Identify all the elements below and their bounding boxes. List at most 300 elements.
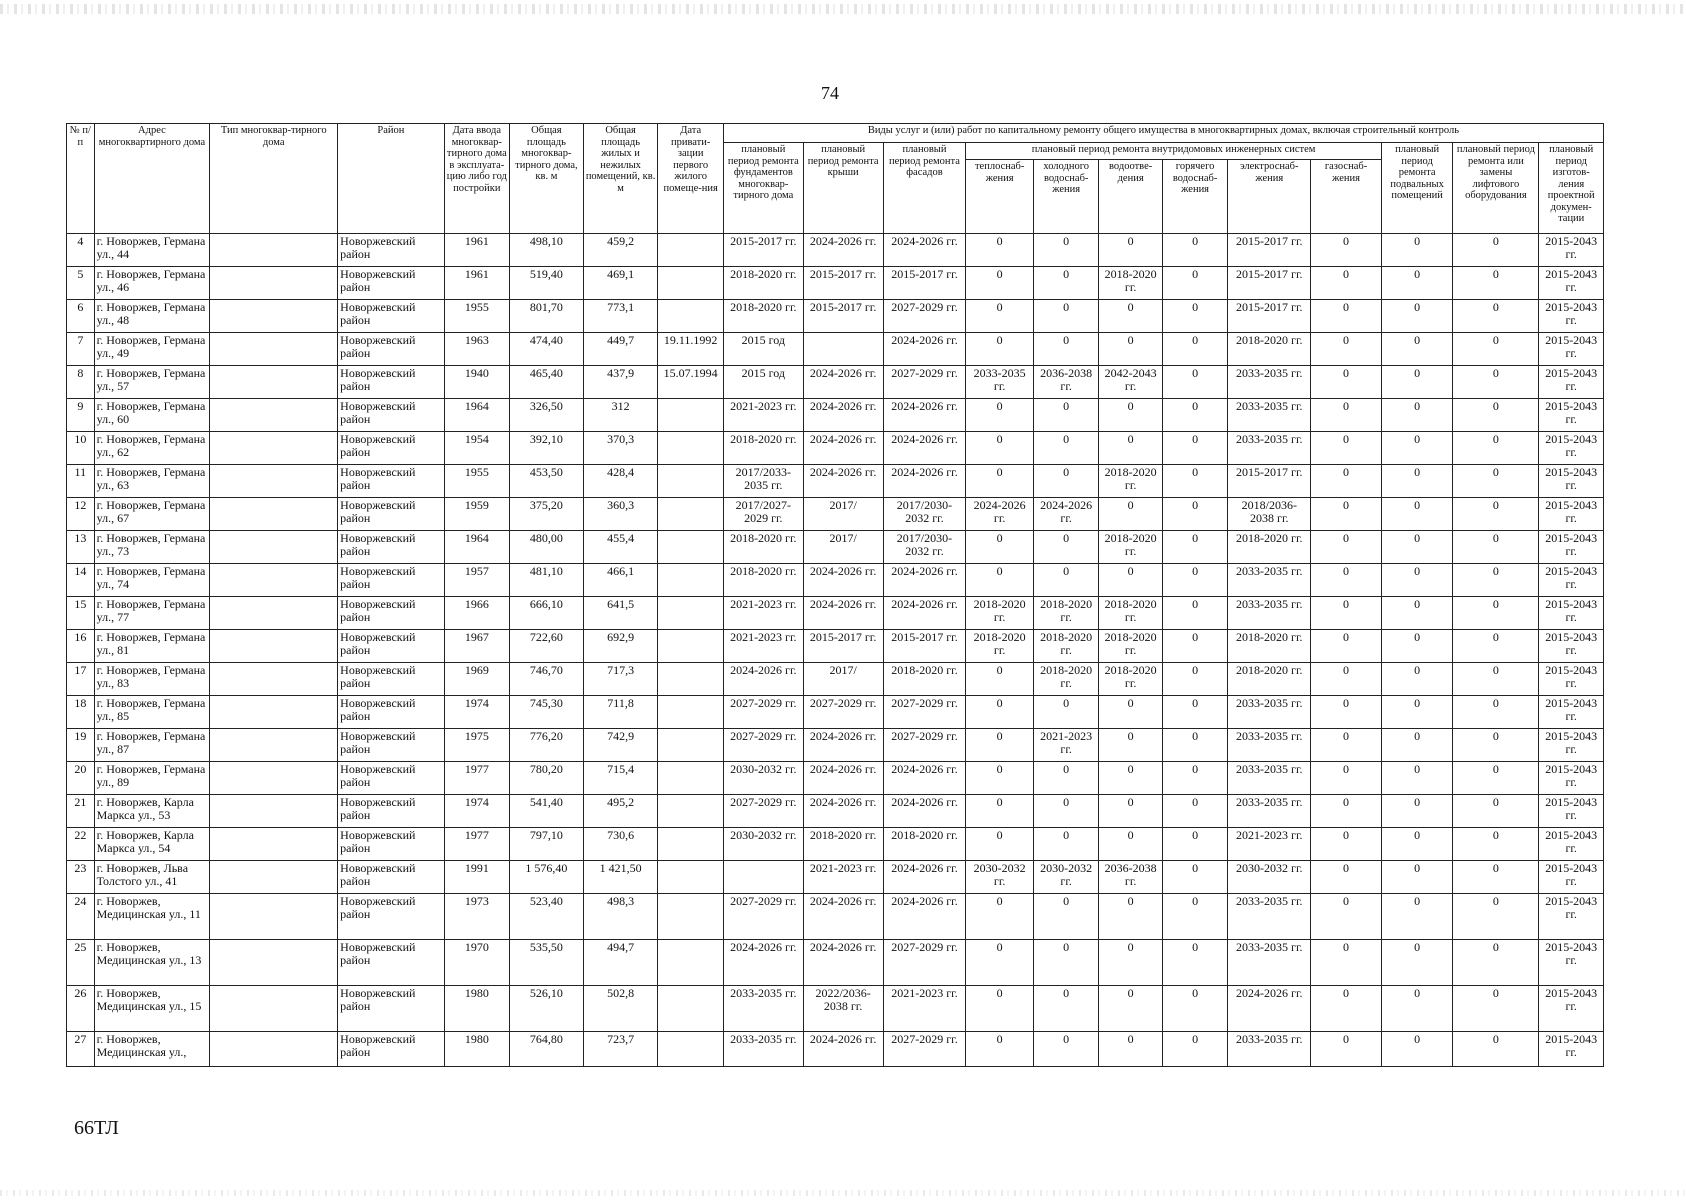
header-district: Район bbox=[338, 124, 444, 234]
row-cold-water: 0 bbox=[1033, 795, 1098, 828]
row-electricity: 2033-2035 гг. bbox=[1228, 729, 1311, 762]
table-row bbox=[67, 762, 1604, 795]
row-electricity: 2033-2035 гг. bbox=[1228, 432, 1311, 465]
row-basement: 0 bbox=[1381, 986, 1453, 1032]
table-row bbox=[67, 333, 1604, 366]
row-living-area: 360,3 bbox=[583, 498, 658, 531]
row-number: 17 bbox=[67, 663, 95, 696]
row-roof: 2024-2026 гг. bbox=[803, 432, 883, 465]
row-privatization-date bbox=[658, 762, 723, 795]
table-row bbox=[67, 630, 1604, 663]
row-house-type bbox=[210, 399, 338, 432]
row-heating: 0 bbox=[966, 564, 1034, 597]
row-elevator: 0 bbox=[1453, 366, 1539, 399]
row-elevator: 0 bbox=[1453, 531, 1539, 564]
row-living-area: 459,2 bbox=[583, 234, 658, 267]
row-design-docs: 2015-2043 гг. bbox=[1539, 531, 1604, 564]
row-roof: 2024-2026 гг. bbox=[803, 234, 883, 267]
row-heating: 0 bbox=[966, 729, 1034, 762]
scan-edge-bottom bbox=[0, 1190, 1686, 1196]
row-address: г. Новоржев, Германа ул., 49 bbox=[94, 333, 210, 366]
row-design-docs: 2015-2043 гг. bbox=[1539, 1032, 1604, 1067]
row-design-docs: 2015-2043 гг. bbox=[1539, 894, 1604, 940]
table-row bbox=[67, 399, 1604, 432]
row-address: г. Новоржев, Германа ул., 44 bbox=[94, 234, 210, 267]
row-cold-water: 0 bbox=[1033, 828, 1098, 861]
row-total-area: 746,70 bbox=[510, 663, 584, 696]
row-sewerage: 0 bbox=[1099, 300, 1162, 333]
row-design-docs: 2015-2043 гг. bbox=[1539, 498, 1604, 531]
row-district: Новоржевский район bbox=[338, 465, 444, 498]
row-gas: 0 bbox=[1311, 333, 1382, 366]
row-hot-water: 0 bbox=[1162, 300, 1227, 333]
row-basement: 0 bbox=[1381, 795, 1453, 828]
row-house-type bbox=[210, 828, 338, 861]
row-design-docs: 2015-2043 гг. bbox=[1539, 828, 1604, 861]
row-living-area: 1 421,50 bbox=[583, 861, 658, 894]
row-hot-water: 0 bbox=[1162, 795, 1227, 828]
row-sewerage: 2042-2043 гг. bbox=[1099, 366, 1162, 399]
row-foundation: 2017/2027-2029 гг. bbox=[723, 498, 803, 531]
header-house-type: Тип многоквар-тирного дома bbox=[210, 124, 338, 234]
row-total-area: 498,10 bbox=[510, 234, 584, 267]
header-services-title: Виды услуг и (или) работ по капитальному ремонту общего имущества в многоквартирных домах, включая строительный контроль bbox=[723, 124, 1603, 143]
row-house-type bbox=[210, 795, 338, 828]
row-privatization-date bbox=[658, 861, 723, 894]
row-basement: 0 bbox=[1381, 861, 1453, 894]
row-elevator: 0 bbox=[1453, 498, 1539, 531]
row-electricity: 2033-2035 гг. bbox=[1228, 940, 1311, 986]
header-commission-date: Дата ввода многоквар-тирного дома в эксплуата-цию либо год постройки bbox=[444, 124, 509, 234]
row-gas: 0 bbox=[1311, 630, 1382, 663]
row-sewerage: 0 bbox=[1099, 986, 1162, 1032]
row-roof: 2024-2026 гг. bbox=[803, 940, 883, 986]
header-elevator: плановый период ремонта или замены лифтового оборудования bbox=[1453, 143, 1539, 234]
row-gas: 0 bbox=[1311, 894, 1382, 940]
row-year: 1955 bbox=[444, 465, 509, 498]
row-facade: 2015-2017 гг. bbox=[883, 267, 966, 300]
row-elevator: 0 bbox=[1453, 300, 1539, 333]
row-cold-water: 0 bbox=[1033, 940, 1098, 986]
row-house-type bbox=[210, 940, 338, 986]
row-elevator: 0 bbox=[1453, 894, 1539, 940]
row-foundation: 2027-2029 гг. bbox=[723, 795, 803, 828]
row-total-area: 392,10 bbox=[510, 432, 584, 465]
row-electricity: 2018-2020 гг. bbox=[1228, 333, 1311, 366]
row-number: 5 bbox=[67, 267, 95, 300]
row-house-type bbox=[210, 861, 338, 894]
row-number: 13 bbox=[67, 531, 95, 564]
row-electricity: 2021-2023 гг. bbox=[1228, 828, 1311, 861]
row-living-area: 692,9 bbox=[583, 630, 658, 663]
row-cold-water: 2018-2020 гг. bbox=[1033, 630, 1098, 663]
row-gas: 0 bbox=[1311, 531, 1382, 564]
row-elevator: 0 bbox=[1453, 795, 1539, 828]
row-basement: 0 bbox=[1381, 597, 1453, 630]
row-electricity: 2030-2032 гг. bbox=[1228, 861, 1311, 894]
row-address: г. Новоржев, Льва Толстого ул., 41 bbox=[94, 861, 210, 894]
row-sewerage: 2018-2020 гг. bbox=[1099, 663, 1162, 696]
row-year: 1940 bbox=[444, 366, 509, 399]
header-address: Адрес многоквартирного дома bbox=[94, 124, 210, 234]
row-hot-water: 0 bbox=[1162, 597, 1227, 630]
row-number: 11 bbox=[67, 465, 95, 498]
row-living-area: 502,8 bbox=[583, 986, 658, 1032]
row-elevator: 0 bbox=[1453, 465, 1539, 498]
row-total-area: 465,40 bbox=[510, 366, 584, 399]
header-facade: плановый период ремонта фасадов bbox=[883, 143, 966, 234]
row-basement: 0 bbox=[1381, 894, 1453, 940]
header-basement: плановый период ремонта подвальных помещений bbox=[1381, 143, 1453, 234]
row-roof: 2017/ bbox=[803, 498, 883, 531]
row-roof: 2015-2017 гг. bbox=[803, 630, 883, 663]
row-sewerage: 0 bbox=[1099, 894, 1162, 940]
row-living-area: 742,9 bbox=[583, 729, 658, 762]
row-living-area: 455,4 bbox=[583, 531, 658, 564]
row-year: 1974 bbox=[444, 696, 509, 729]
table-row bbox=[67, 986, 1604, 1032]
row-roof: 2027-2029 гг. bbox=[803, 696, 883, 729]
row-roof: 2017/ bbox=[803, 663, 883, 696]
row-foundation: 2018-2020 гг. bbox=[723, 564, 803, 597]
row-district: Новоржевский район bbox=[338, 729, 444, 762]
row-roof: 2024-2026 гг. bbox=[803, 366, 883, 399]
row-gas: 0 bbox=[1311, 597, 1382, 630]
row-basement: 0 bbox=[1381, 630, 1453, 663]
row-address: г. Новоржев, Германа ул., 48 bbox=[94, 300, 210, 333]
row-facade: 2024-2026 гг. bbox=[883, 333, 966, 366]
row-cold-water: 2018-2020 гг. bbox=[1033, 663, 1098, 696]
row-design-docs: 2015-2043 гг. bbox=[1539, 399, 1604, 432]
row-number: 24 bbox=[67, 894, 95, 940]
row-design-docs: 2015-2043 гг. bbox=[1539, 267, 1604, 300]
row-total-area: 801,70 bbox=[510, 300, 584, 333]
row-address: г. Новоржев, Карла Маркса ул., 53 bbox=[94, 795, 210, 828]
row-design-docs: 2015-2043 гг. bbox=[1539, 986, 1604, 1032]
row-district: Новоржевский район bbox=[338, 1032, 444, 1067]
row-sewerage: 0 bbox=[1099, 333, 1162, 366]
row-year: 1974 bbox=[444, 795, 509, 828]
row-basement: 0 bbox=[1381, 564, 1453, 597]
row-total-area: 780,20 bbox=[510, 762, 584, 795]
row-design-docs: 2015-2043 гг. bbox=[1539, 432, 1604, 465]
table-body bbox=[67, 234, 1604, 1067]
header-electricity: электроснаб-жения bbox=[1228, 160, 1311, 234]
row-year: 1961 bbox=[444, 234, 509, 267]
row-address: г. Новоржев, Германа ул., 63 bbox=[94, 465, 210, 498]
row-heating: 0 bbox=[966, 663, 1034, 696]
row-basement: 0 bbox=[1381, 234, 1453, 267]
row-address: г. Новоржев, Германа ул., 77 bbox=[94, 597, 210, 630]
row-privatization-date bbox=[658, 234, 723, 267]
row-foundation: 2018-2020 гг. bbox=[723, 531, 803, 564]
row-address: г. Новоржев, Германа ул., 57 bbox=[94, 366, 210, 399]
row-foundation: 2017/2033-2035 гг. bbox=[723, 465, 803, 498]
row-sewerage: 0 bbox=[1099, 696, 1162, 729]
row-living-area: 495,2 bbox=[583, 795, 658, 828]
row-sewerage: 0 bbox=[1099, 498, 1162, 531]
row-total-area: 326,50 bbox=[510, 399, 584, 432]
row-house-type bbox=[210, 1032, 338, 1067]
row-basement: 0 bbox=[1381, 1032, 1453, 1067]
row-design-docs: 2015-2043 гг. bbox=[1539, 597, 1604, 630]
row-number: 7 bbox=[67, 333, 95, 366]
row-facade: 2027-2029 гг. bbox=[883, 1032, 966, 1067]
row-facade: 2024-2026 гг. bbox=[883, 861, 966, 894]
row-living-area: 723,7 bbox=[583, 1032, 658, 1067]
row-living-area: 312 bbox=[583, 399, 658, 432]
row-cold-water: 2021-2023 гг. bbox=[1033, 729, 1098, 762]
row-elevator: 0 bbox=[1453, 597, 1539, 630]
row-privatization-date: 19.11.1992 bbox=[658, 333, 723, 366]
row-design-docs: 2015-2043 гг. bbox=[1539, 366, 1604, 399]
row-design-docs: 2015-2043 гг. bbox=[1539, 762, 1604, 795]
row-facade: 2024-2026 гг. bbox=[883, 795, 966, 828]
row-district: Новоржевский район bbox=[338, 762, 444, 795]
row-basement: 0 bbox=[1381, 267, 1453, 300]
row-privatization-date bbox=[658, 894, 723, 940]
row-privatization-date bbox=[658, 432, 723, 465]
row-living-area: 370,3 bbox=[583, 432, 658, 465]
row-heating: 0 bbox=[966, 267, 1034, 300]
row-roof: 2024-2026 гг. bbox=[803, 894, 883, 940]
row-elevator: 0 bbox=[1453, 940, 1539, 986]
row-basement: 0 bbox=[1381, 531, 1453, 564]
row-elevator: 0 bbox=[1453, 267, 1539, 300]
row-electricity: 2015-2017 гг. bbox=[1228, 234, 1311, 267]
row-living-area: 466,1 bbox=[583, 564, 658, 597]
row-basement: 0 bbox=[1381, 696, 1453, 729]
row-address: г. Новоржев, Германа ул., 87 bbox=[94, 729, 210, 762]
row-number: 25 bbox=[67, 940, 95, 986]
table-row bbox=[67, 597, 1604, 630]
row-design-docs: 2015-2043 гг. bbox=[1539, 861, 1604, 894]
row-number: 14 bbox=[67, 564, 95, 597]
row-district: Новоржевский район bbox=[338, 894, 444, 940]
row-roof: 2017/ bbox=[803, 531, 883, 564]
row-address: г. Новоржев, Германа ул., 74 bbox=[94, 564, 210, 597]
row-year: 1964 bbox=[444, 399, 509, 432]
row-total-area: 519,40 bbox=[510, 267, 584, 300]
row-facade: 2024-2026 гг. bbox=[883, 465, 966, 498]
row-foundation: 2024-2026 гг. bbox=[723, 940, 803, 986]
row-elevator: 0 bbox=[1453, 630, 1539, 663]
row-heating: 0 bbox=[966, 828, 1034, 861]
row-house-type bbox=[210, 597, 338, 630]
row-total-area: 776,20 bbox=[510, 729, 584, 762]
row-foundation: 2018-2020 гг. bbox=[723, 432, 803, 465]
row-number: 26 bbox=[67, 986, 95, 1032]
row-total-area: 722,60 bbox=[510, 630, 584, 663]
row-foundation: 2033-2035 гг. bbox=[723, 986, 803, 1032]
row-year: 1977 bbox=[444, 762, 509, 795]
row-design-docs: 2015-2043 гг. bbox=[1539, 333, 1604, 366]
table-row bbox=[67, 1032, 1604, 1067]
row-district: Новоржевский район bbox=[338, 399, 444, 432]
row-district: Новоржевский район bbox=[338, 696, 444, 729]
row-district: Новоржевский район bbox=[338, 267, 444, 300]
row-sewerage: 2018-2020 гг. bbox=[1099, 597, 1162, 630]
row-house-type bbox=[210, 986, 338, 1032]
capital-repair-table bbox=[66, 123, 1604, 1067]
row-number: 16 bbox=[67, 630, 95, 663]
row-heating: 0 bbox=[966, 894, 1034, 940]
row-cold-water: 0 bbox=[1033, 564, 1098, 597]
table-row bbox=[67, 795, 1604, 828]
row-number: 27 bbox=[67, 1032, 95, 1067]
row-address: г. Новоржев, Карла Маркса ул., 54 bbox=[94, 828, 210, 861]
row-district: Новоржевский район bbox=[338, 531, 444, 564]
row-design-docs: 2015-2043 гг. bbox=[1539, 940, 1604, 986]
row-sewerage: 2018-2020 гг. bbox=[1099, 267, 1162, 300]
row-gas: 0 bbox=[1311, 399, 1382, 432]
row-design-docs: 2015-2043 гг. bbox=[1539, 300, 1604, 333]
row-total-area: 375,20 bbox=[510, 498, 584, 531]
row-address: г. Новоржев, Медицинская ул., bbox=[94, 1032, 210, 1067]
row-sewerage: 0 bbox=[1099, 432, 1162, 465]
row-total-area: 745,30 bbox=[510, 696, 584, 729]
row-gas: 0 bbox=[1311, 795, 1382, 828]
row-roof: 2015-2017 гг. bbox=[803, 300, 883, 333]
row-year: 1963 bbox=[444, 333, 509, 366]
row-hot-water: 0 bbox=[1162, 663, 1227, 696]
row-gas: 0 bbox=[1311, 986, 1382, 1032]
row-year: 1957 bbox=[444, 564, 509, 597]
row-total-area: 481,10 bbox=[510, 564, 584, 597]
table-row bbox=[67, 940, 1604, 986]
row-gas: 0 bbox=[1311, 861, 1382, 894]
row-cold-water: 2018-2020 гг. bbox=[1033, 597, 1098, 630]
row-elevator: 0 bbox=[1453, 861, 1539, 894]
row-address: г. Новоржев, Медицинская ул., 13 bbox=[94, 940, 210, 986]
row-privatization-date bbox=[658, 531, 723, 564]
row-living-area: 437,9 bbox=[583, 366, 658, 399]
row-basement: 0 bbox=[1381, 399, 1453, 432]
row-living-area: 494,7 bbox=[583, 940, 658, 986]
row-year: 1970 bbox=[444, 940, 509, 986]
row-district: Новоржевский район bbox=[338, 498, 444, 531]
row-cold-water: 0 bbox=[1033, 234, 1098, 267]
row-heating: 2018-2020 гг. bbox=[966, 630, 1034, 663]
header-gas: газоснаб-жения bbox=[1311, 160, 1382, 234]
row-privatization-date bbox=[658, 267, 723, 300]
row-number: 4 bbox=[67, 234, 95, 267]
row-address: г. Новоржев, Германа ул., 89 bbox=[94, 762, 210, 795]
row-facade: 2024-2026 гг. bbox=[883, 894, 966, 940]
row-foundation bbox=[723, 861, 803, 894]
row-house-type bbox=[210, 333, 338, 366]
table-row bbox=[67, 696, 1604, 729]
scan-edge-top bbox=[0, 4, 1686, 14]
row-electricity: 2033-2035 гг. bbox=[1228, 399, 1311, 432]
row-design-docs: 2015-2043 гг. bbox=[1539, 795, 1604, 828]
row-cold-water: 0 bbox=[1033, 465, 1098, 498]
row-design-docs: 2015-2043 гг. bbox=[1539, 630, 1604, 663]
header-total-area: Общая площадь многоквар-тирного дома, кв. м bbox=[510, 124, 584, 234]
row-sewerage: 2018-2020 гг. bbox=[1099, 531, 1162, 564]
row-gas: 0 bbox=[1311, 465, 1382, 498]
row-heating: 0 bbox=[966, 531, 1034, 564]
header-engineering-title: плановый период ремонта внутридомовых инженерных систем bbox=[966, 143, 1381, 160]
row-electricity: 2033-2035 гг. bbox=[1228, 1032, 1311, 1067]
row-facade: 2021-2023 гг. bbox=[883, 986, 966, 1032]
row-hot-water: 0 bbox=[1162, 531, 1227, 564]
row-house-type bbox=[210, 267, 338, 300]
row-house-type bbox=[210, 531, 338, 564]
row-hot-water: 0 bbox=[1162, 564, 1227, 597]
row-facade: 2024-2026 гг. bbox=[883, 597, 966, 630]
row-living-area: 717,3 bbox=[583, 663, 658, 696]
row-cold-water: 0 bbox=[1033, 696, 1098, 729]
row-sewerage: 0 bbox=[1099, 940, 1162, 986]
row-year: 1991 bbox=[444, 861, 509, 894]
page-number: 74 bbox=[821, 83, 839, 103]
row-cold-water: 0 bbox=[1033, 432, 1098, 465]
row-foundation: 2021-2023 гг. bbox=[723, 597, 803, 630]
row-foundation: 2021-2023 гг. bbox=[723, 399, 803, 432]
row-hot-water: 0 bbox=[1162, 762, 1227, 795]
row-foundation: 2015 год bbox=[723, 366, 803, 399]
row-privatization-date bbox=[658, 630, 723, 663]
row-district: Новоржевский район bbox=[338, 663, 444, 696]
row-foundation: 2030-2032 гг. bbox=[723, 828, 803, 861]
row-number: 18 bbox=[67, 696, 95, 729]
row-privatization-date bbox=[658, 564, 723, 597]
row-hot-water: 0 bbox=[1162, 696, 1227, 729]
row-basement: 0 bbox=[1381, 300, 1453, 333]
row-year: 1964 bbox=[444, 531, 509, 564]
row-cold-water: 0 bbox=[1033, 267, 1098, 300]
row-privatization-date bbox=[658, 465, 723, 498]
row-heating: 2030-2032 гг. bbox=[966, 861, 1034, 894]
row-address: г. Новоржев, Германа ул., 62 bbox=[94, 432, 210, 465]
row-hot-water: 0 bbox=[1162, 940, 1227, 986]
table-row bbox=[67, 366, 1604, 399]
row-year: 1980 bbox=[444, 1032, 509, 1067]
row-year: 1966 bbox=[444, 597, 509, 630]
row-electricity: 2033-2035 гг. bbox=[1228, 366, 1311, 399]
row-heating: 0 bbox=[966, 300, 1034, 333]
row-privatization-date bbox=[658, 828, 723, 861]
table-row bbox=[67, 531, 1604, 564]
row-cold-water: 2024-2026 гг. bbox=[1033, 498, 1098, 531]
row-living-area: 773,1 bbox=[583, 300, 658, 333]
row-house-type bbox=[210, 630, 338, 663]
row-heating: 0 bbox=[966, 465, 1034, 498]
row-gas: 0 bbox=[1311, 696, 1382, 729]
row-roof: 2024-2026 гг. bbox=[803, 465, 883, 498]
row-gas: 0 bbox=[1311, 432, 1382, 465]
row-design-docs: 2015-2043 гг. bbox=[1539, 234, 1604, 267]
row-facade: 2024-2026 гг. bbox=[883, 564, 966, 597]
row-gas: 0 bbox=[1311, 234, 1382, 267]
row-foundation: 2015 год bbox=[723, 333, 803, 366]
header-foundation: плановый период ремонта фундаментов многоквар-тирного дома bbox=[723, 143, 803, 234]
row-elevator: 0 bbox=[1453, 729, 1539, 762]
row-cold-water: 0 bbox=[1033, 531, 1098, 564]
row-heating: 0 bbox=[966, 986, 1034, 1032]
row-total-area: 535,50 bbox=[510, 940, 584, 986]
row-number: 15 bbox=[67, 597, 95, 630]
row-living-area: 428,4 bbox=[583, 465, 658, 498]
row-total-area: 764,80 bbox=[510, 1032, 584, 1067]
row-basement: 0 bbox=[1381, 940, 1453, 986]
row-elevator: 0 bbox=[1453, 696, 1539, 729]
row-design-docs: 2015-2043 гг. bbox=[1539, 465, 1604, 498]
row-elevator: 0 bbox=[1453, 333, 1539, 366]
row-number: 22 bbox=[67, 828, 95, 861]
row-privatization-date bbox=[658, 729, 723, 762]
